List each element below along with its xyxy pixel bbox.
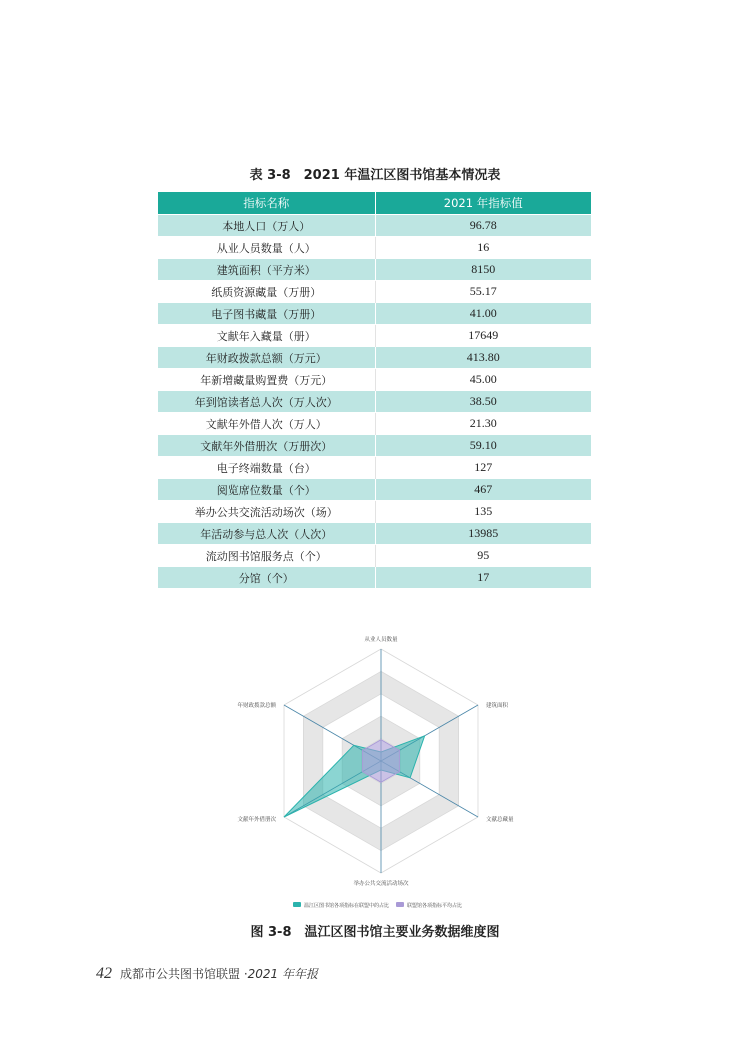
radar-axis-label: 建筑面积 — [485, 703, 509, 709]
indicator-name-cell: 从业人员数量（人） — [158, 237, 375, 259]
table-row — [158, 259, 591, 281]
table-row — [158, 215, 591, 237]
indicator-value-cell: 17 — [375, 567, 591, 589]
table-row — [158, 369, 591, 391]
table-row — [158, 237, 591, 259]
table-row — [158, 413, 591, 435]
indicator-value-cell: 17649 — [375, 325, 591, 347]
indicator-name-cell: 流动图书馆服务点（个） — [158, 545, 375, 567]
indicator-name-cell: 电子终端数量（台） — [158, 457, 375, 479]
indicator-name-cell: 年新增藏量购置费（万元） — [158, 369, 375, 391]
indicator-value-cell: 55.17 — [375, 281, 591, 303]
table-row — [158, 523, 591, 545]
indicator-name-cell: 本地人口（万人） — [158, 215, 375, 237]
legend-label: 温江区图书馆各项指标在联盟中的占比 — [304, 903, 390, 909]
table-row — [158, 391, 591, 413]
radar-axis-label: 文献年外借册次 — [237, 817, 277, 823]
table-row — [158, 325, 591, 347]
indicator-value-cell: 127 — [375, 457, 591, 479]
radar-chart — [200, 615, 560, 910]
table-body — [158, 215, 591, 589]
indicator-name-cell: 年活动参与总人次（人次） — [158, 523, 375, 545]
indicator-value-cell: 467 — [375, 479, 591, 501]
indicator-name-cell: 年到馆读者总人次（万人次） — [158, 391, 375, 413]
page-footer — [96, 965, 318, 983]
indicator-value-cell: 135 — [375, 501, 591, 523]
radar-axis-label: 从业人员数量 — [364, 637, 398, 643]
indicator-name-cell: 分馆（个） — [158, 567, 375, 589]
indicator-value-cell: 95 — [375, 545, 591, 567]
table-row — [158, 303, 591, 325]
indicator-name-cell: 文献年外借册次（万册次） — [158, 435, 375, 457]
table-row — [158, 281, 591, 303]
column-header-value: 2021 年指标值 — [375, 192, 591, 215]
table-row — [158, 545, 591, 567]
indicator-name-cell: 文献年入藏量（册） — [158, 325, 375, 347]
indicator-value-cell: 59.10 — [375, 435, 591, 457]
indicator-value-cell: 8150 — [375, 259, 591, 281]
legend-swatch — [396, 902, 404, 907]
table-row — [158, 501, 591, 523]
radar-axis-label: 年财政拨款总额 — [237, 703, 277, 709]
table-header-row — [158, 192, 591, 215]
indicator-name-cell: 电子图书藏量（万册） — [158, 303, 375, 325]
page-number: 42 — [96, 965, 112, 982]
table-row — [158, 457, 591, 479]
indicator-value-cell: 96.78 — [375, 215, 591, 237]
indicator-value-cell: 45.00 — [375, 369, 591, 391]
figure-caption: 图 3-8 温江区图书馆主要业务数据维度图 — [250, 925, 500, 940]
footer-title: 成都市公共图书馆联盟 · — [120, 967, 248, 981]
indicator-name-cell: 建筑面积（平方米） — [158, 259, 375, 281]
radar-axis-label: 文献总藏量 — [485, 817, 514, 823]
footer-year: 2021 年年报 — [247, 967, 318, 981]
indicator-value-cell: 413.80 — [375, 347, 591, 369]
indicator-value-cell: 41.00 — [375, 303, 591, 325]
data-table — [158, 192, 591, 588]
indicator-name-cell: 举办公共交流活动场次（场） — [158, 501, 375, 523]
table-caption: 表 3-8 2021 年温江区图书馆基本情况表 — [249, 168, 501, 183]
radar-axis-label: 举办公共交流活动场次 — [353, 881, 409, 887]
indicator-name-cell: 纸质资源藏量（万册） — [158, 281, 375, 303]
indicator-value-cell: 16 — [375, 237, 591, 259]
table-row — [158, 567, 591, 589]
indicator-name-cell: 年财政拨款总额（万元） — [158, 347, 375, 369]
indicator-value-cell: 38.50 — [375, 391, 591, 413]
indicator-value-cell: 21.30 — [375, 413, 591, 435]
indicator-name-cell: 文献年外借人次（万人） — [158, 413, 375, 435]
legend-label: 联盟馆各项指标平均占比 — [407, 903, 463, 909]
indicator-name-cell: 阅览席位数量（个） — [158, 479, 375, 501]
column-header-name: 指标名称 — [158, 192, 375, 215]
table-row — [158, 347, 591, 369]
legend-swatch — [293, 902, 301, 907]
indicator-value-cell: 13985 — [375, 523, 591, 545]
table-row — [158, 479, 591, 501]
table-row — [158, 435, 591, 457]
